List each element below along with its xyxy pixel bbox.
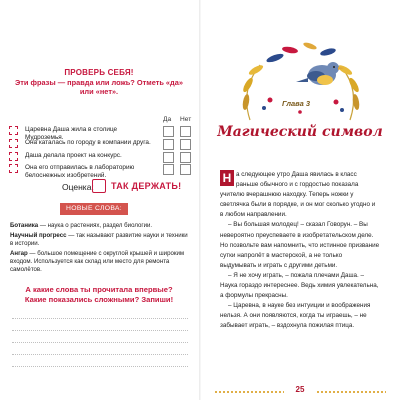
yes-checkbox[interactable] <box>163 139 174 150</box>
reflection-line-1: А какие слова ты прочитала впервые? <box>25 285 173 294</box>
right-page <box>200 0 400 400</box>
no-checkbox[interactable] <box>180 126 191 137</box>
no-checkbox[interactable] <box>180 164 191 175</box>
check-yourself-header <box>0 68 198 97</box>
definition-term: Ботаника <box>10 222 39 229</box>
story-text <box>220 170 380 332</box>
new-words-banner: НОВЫЕ СЛОВА: <box>60 203 128 215</box>
answer-line[interactable] <box>12 330 188 331</box>
yes-checkbox[interactable] <box>163 152 174 163</box>
definition-item <box>10 232 190 248</box>
check-instructions-line-1: Эти фразы — правда или ложь? Отметь «да» <box>15 77 183 87</box>
definition-text: — наука о растениях, раздел биологии. <box>38 222 153 229</box>
question-text: Она его отправилась в лабораторию белоснежных изобретений. <box>25 164 135 179</box>
story-paragraph: – Вы большая молодец! – сказал Говорун. – Вы невероятно преуспеваете в изобретательском деле. Но позвольте вам напомнить, что истинное призвание сутки напролёт в мастерской, а не только выдумывать и играть с другими детьми. <box>220 221 380 269</box>
answer-line[interactable] <box>12 318 188 319</box>
story-paragraph: – Царевна, в науке без интуиции и воображения нельзя. А они появляются, когда ты играешь, – не забывает играть, – вздохнула пожилая птица. <box>220 302 371 330</box>
question-marker-icon <box>9 126 18 135</box>
definition-text: — большое помещение с округлой крышей и широким входом. Используется как склад или место для ремонта самолётов. <box>10 250 185 274</box>
definition-item <box>10 250 190 275</box>
check-title: ПРОВЕРЬ СЕБЯ! <box>64 68 134 77</box>
answer-line[interactable] <box>12 342 188 343</box>
answer-line[interactable] <box>12 354 188 355</box>
story-paragraph: – Я не хочу играть, – пожала плечами Даша. – Наука гораздо интереснее. Ведь химия увлекательна, а формулы прекрасны. <box>220 271 379 300</box>
chapter-label: Глава 3 <box>282 99 311 108</box>
question-marker-icon <box>9 152 18 161</box>
definition-term: Ангар <box>10 250 28 257</box>
definition-item <box>10 222 190 230</box>
question-text: Она каталась по городу в компании друга. <box>25 139 151 146</box>
question-text: Даша делала проект на конкурс. <box>25 152 122 159</box>
question-text: Царевна Даша жила в столице Мудроземья. <box>25 126 118 141</box>
yes-checkbox[interactable] <box>163 126 174 137</box>
question-marker-icon <box>9 139 18 148</box>
definition-term: Научный прогресс <box>10 232 67 239</box>
no-column-label: Нет <box>180 116 192 123</box>
score-praise: ТАК ДЕРЖАТЬ! <box>111 181 182 191</box>
chapter-title: Магический символ <box>217 124 383 140</box>
drop-cap: Н <box>220 170 234 186</box>
page-number: 25 <box>295 385 305 394</box>
no-checkbox[interactable] <box>180 152 191 163</box>
score-label: Оценка: <box>62 182 94 192</box>
answer-line[interactable] <box>12 366 188 367</box>
reflection-question <box>0 285 198 305</box>
check-instructions-line-2: или «нет». <box>79 87 119 96</box>
footer-ornament-right <box>316 389 386 395</box>
score-checkbox[interactable] <box>92 179 106 193</box>
yes-checkbox[interactable] <box>163 164 174 175</box>
yes-column-label: Да <box>163 116 172 123</box>
bird-icon <box>296 62 344 85</box>
definition-text: — так называют развитие науки и техники в истории. <box>10 232 188 248</box>
no-checkbox[interactable] <box>180 139 191 150</box>
reflection-line-2: Какие показались сложными? Запиши! <box>24 294 174 304</box>
question-marker-icon <box>9 164 18 173</box>
footer-ornament-left <box>214 389 284 395</box>
story-paragraph: а следующее утро Даша явилась в класс раньше обычного и с гордостью показала учителю вчерашнюю находку. Теперь ножки у светлячка были в порядке, и он мог сколько угодно и в любом направлении. <box>220 171 376 219</box>
